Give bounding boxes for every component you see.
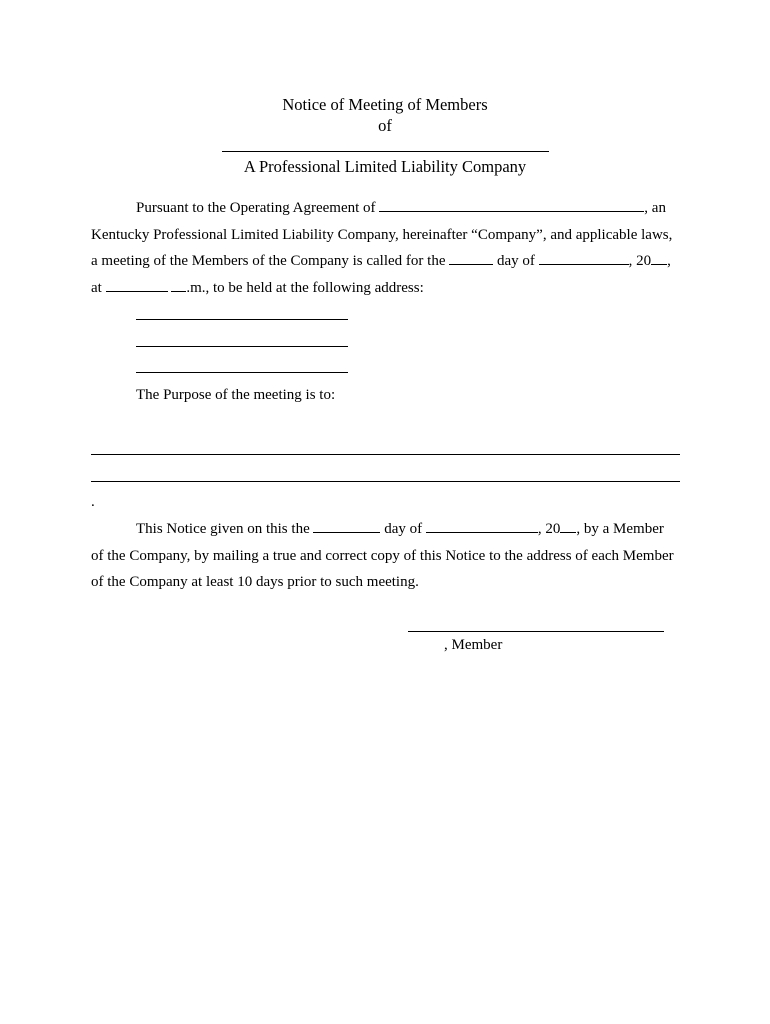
- period-mark: .: [91, 494, 95, 510]
- para1-text: , an: [644, 200, 666, 216]
- para1-text: at: [91, 280, 106, 296]
- operating-agreement-blank[interactable]: [379, 198, 644, 212]
- address-line-2[interactable]: [136, 346, 348, 347]
- para1-line3: [91, 251, 671, 271]
- signature-label: , Member: [444, 637, 503, 653]
- para2-line3: of the Company at least 10 days prior to such meeting.: [91, 574, 419, 590]
- para2-text: This Notice given on this the: [136, 521, 314, 537]
- para2-text: , by a Member: [576, 521, 664, 537]
- notice-day-blank[interactable]: [313, 519, 380, 533]
- para2-text: , 20: [537, 521, 561, 537]
- para1-text: ,: [667, 253, 671, 269]
- meeting-year-blank[interactable]: [651, 251, 667, 265]
- address-line-3[interactable]: [136, 372, 348, 373]
- para1-text: a meeting of the Members of the Company is called for the: [91, 253, 450, 269]
- company-name-blank[interactable]: [222, 151, 549, 152]
- meeting-day-blank[interactable]: [449, 251, 493, 265]
- para1-text: day of: [493, 253, 539, 269]
- document-title: Notice of Meeting of Members: [282, 95, 488, 114]
- purpose-line-1[interactable]: [91, 454, 680, 455]
- para2-line1: [136, 519, 664, 539]
- para1-line4: [91, 278, 424, 298]
- notice-month-blank[interactable]: [426, 519, 538, 533]
- para1-text: , 20: [628, 253, 652, 269]
- document-subtitle: A Professional Limited Liability Company: [243, 157, 527, 176]
- am-pm-blank[interactable]: [171, 278, 186, 292]
- title-of: of: [378, 116, 392, 135]
- para1-text: .m., to be held at the following address:: [186, 280, 424, 296]
- address-line-1[interactable]: [136, 319, 348, 320]
- notice-year-blank[interactable]: [560, 519, 576, 533]
- para2-text: day of: [380, 521, 426, 537]
- para2-line2: of the Company, by mailing a true and correct copy of this Notice to the address of each Member: [91, 548, 674, 564]
- signature-line[interactable]: [408, 631, 664, 632]
- para1-text: Pursuant to the Operating Agreement of: [136, 200, 380, 216]
- para1-line2: Kentucky Professional Limited Liability Company, hereinafter “Company”, and applicable laws,: [91, 227, 673, 243]
- para1-line1: [136, 198, 666, 218]
- meeting-month-blank[interactable]: [539, 251, 629, 265]
- purpose-line-2[interactable]: [91, 481, 680, 482]
- meeting-time-blank[interactable]: [106, 278, 168, 292]
- purpose-label: The Purpose of the meeting is to:: [136, 387, 336, 403]
